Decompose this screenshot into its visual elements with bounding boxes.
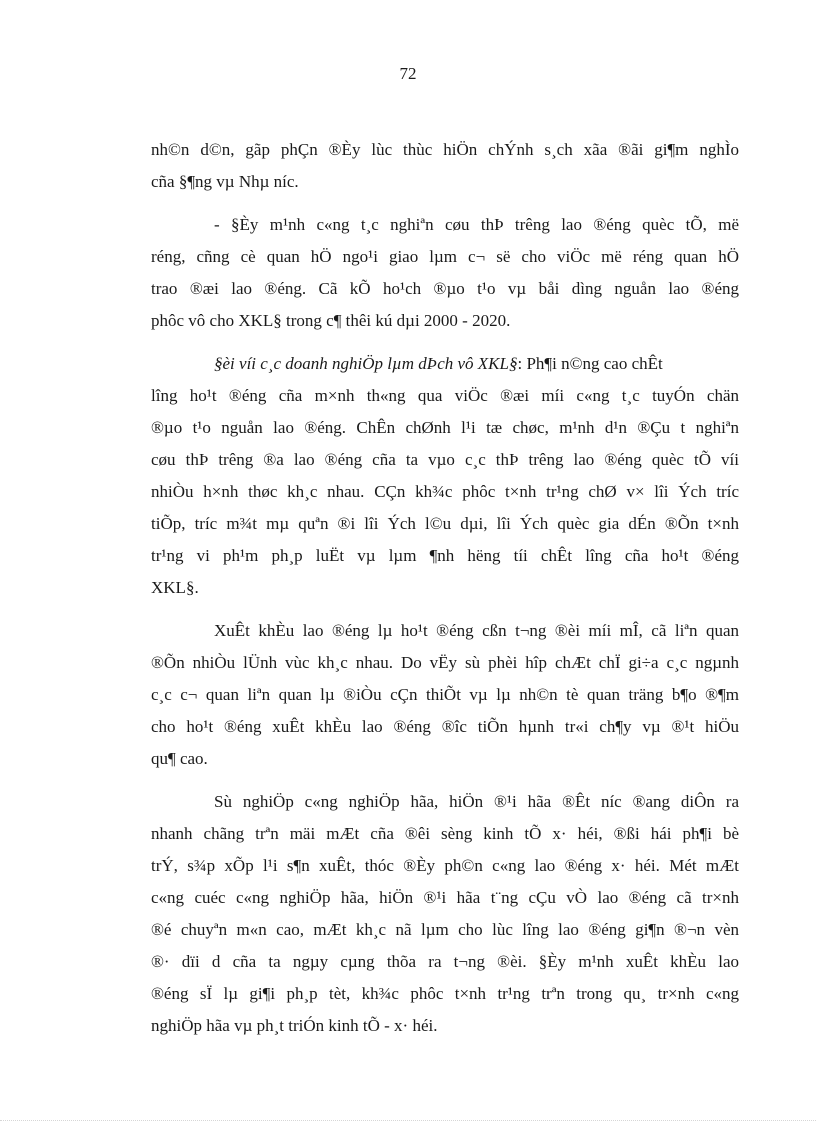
text-line: c¸c c¬ quan liªn quan lµ ®iÒu cÇn thiÕt vµ lµ nh©n tè quan träng b¶o ®¶m (151, 685, 739, 704)
text-line: XKL§. (151, 578, 199, 597)
text-line: réng, cñng cè quan hÖ ngo¹i giao lµm c¬ së cho viÖc më réng quan hÖ (151, 247, 739, 266)
document-body (151, 134, 739, 1042)
text-line: nhiÒu h×nh thøc kh¸c nhau. CÇn kh¾c phôc t×nh tr¹ng chØ v× lîi Ých tríc (151, 482, 739, 501)
text-line: ®· dïi d cña ta ngµy cµng thõa ra t¬ng ®èi. §Èy m¹nh xuÊt khÈu lao (151, 952, 739, 971)
text-line: ®éng sÏ lµ gi¶i ph¸p tèt, kh¾c phôc t×nh tr¹ng trªn trong qu¸ tr×nh c«ng (151, 984, 739, 1003)
text-line: ®µo t¹o nguån lao ®éng. ChÊn chØnh l¹i tæ chøc, m¹nh d¹n ®Çu t nghiªn (151, 418, 739, 437)
text-line: cøu thÞ trêng ®a lao ®éng cña ta vµo c¸c thÞ trêng lao ®éng quèc tÕ víi (151, 450, 739, 469)
text-line: trao ®æi lao ®éng. Cã kÕ ho¹ch ®µo t¹o vµ båi dìng nguån lao ®éng (151, 279, 739, 298)
text-line-rest: : Ph¶i n©ng cao chÊt (517, 354, 663, 373)
text-line: phôc vô cho XKL§ trong c¶ thêi kú dµi 2000 - 2020. (151, 311, 511, 330)
text-line: c«ng cuéc c«ng nghiÖp hãa, hiÖn ®¹i hãa t¨ng cÇu vÒ lao ®éng cã tr×nh (151, 888, 739, 907)
text-line: tiÕp, tríc m¾t mµ quªn ®i lîi Ých l©u dµi, lîi Ých quèc gia dÉn ®Õn t×nh (151, 514, 739, 533)
text-line: lîng ho¹t ®éng cña m×nh th«ng qua viÖc ®æi míi c«ng t¸c tuyÓn chän (151, 386, 739, 405)
page-number: 72 (399, 64, 417, 83)
italic-lead: §èi víi c¸c doanh nghiÖp lµm dÞch vô XKL§ (214, 354, 518, 373)
paragraph (151, 786, 739, 1042)
text-line: ®Õn nhiÒu lÜnh vùc kh¸c nhau. Do vËy sù phèi hîp chÆt chÏ gi÷a c¸c ngµnh (151, 653, 739, 672)
text-line: cña §¶ng vµ Nhµ níc. (151, 172, 299, 191)
text-line: ®é chuyªn m«n cao, mÆt kh¸c nã lµm cho lùc lîng lao ®éng gi¶n ®¬n vèn (151, 920, 739, 939)
text-line: - §Èy m¹nh c«ng t¸c nghiªn cøu thÞ trêng lao ®éng quèc tÕ, më (214, 215, 739, 234)
text-line (151, 348, 739, 380)
paragraph (151, 348, 739, 604)
paragraph (151, 615, 739, 775)
text-line: qu¶ cao. (151, 749, 208, 768)
text-line: nh©n d©n, gãp phÇn ®Èy lùc thùc hiÖn chÝnh s¸ch xãa ®ãi gi¶m nghÌo (151, 140, 739, 159)
text-line: nhanh chãng trªn mäi mÆt cña ®êi sèng kinh tÕ x· héi, ®ßi hái ph¶i bè (151, 824, 739, 843)
text-line: cho ho¹t ®éng xuÊt khÈu lao ®éng ®îc tiÕn hµnh tr«i ch¶y vµ ®¹t hiÖu (151, 717, 739, 736)
paragraph (151, 209, 739, 337)
text-line: XuÊt khÈu lao ®éng lµ ho¹t ®éng cßn t¬ng ®èi míi mÎ, cã liªn quan (214, 621, 739, 640)
page-bottom-divider (0, 1120, 816, 1121)
text-line: nghiÖp hãa vµ ph¸t triÓn kinh tÕ - x· héi. (151, 1016, 438, 1035)
text-line: tr¹ng vi ph¹m ph¸p luËt vµ lµm ¶nh hëng tíi chÊt lîng cña ho¹t ®éng (151, 546, 739, 565)
text-line: trÝ, s¾p xÕp l¹i s¶n xuÊt, thóc ®Èy ph©n c«ng lao ®éng x· héi. Mét mÆt (151, 856, 739, 875)
paragraph (151, 134, 739, 198)
text-line: Sù nghiÖp c«ng nghiÖp hãa, hiÖn ®¹i hãa ®Êt níc ®ang diÔn ra (214, 792, 739, 811)
